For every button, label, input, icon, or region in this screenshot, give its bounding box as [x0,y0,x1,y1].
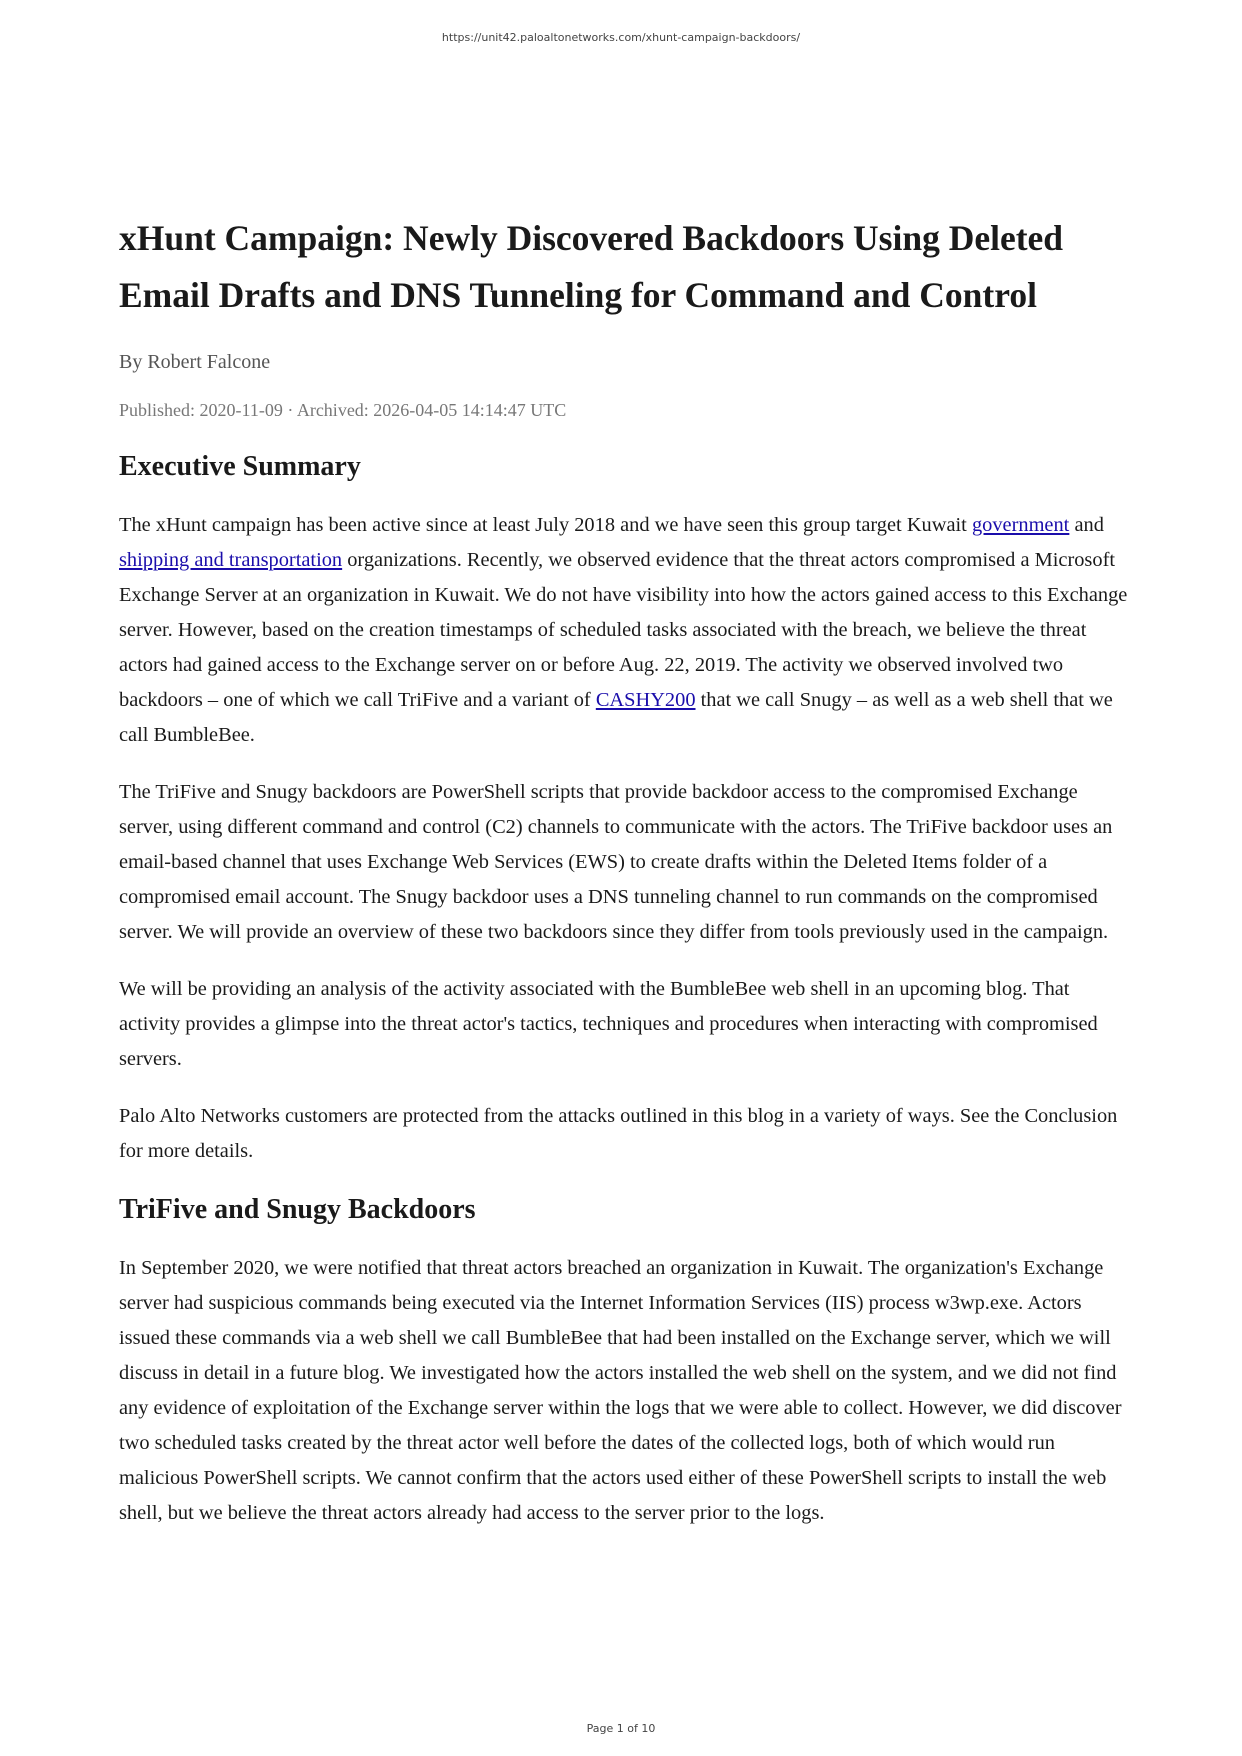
article-title: xHunt Campaign: Newly Discovered Backdoors Using Deleted Email Drafts and DNS Tunneling for Command and Control [119,218,1064,315]
section-heading: TriFive and Snugy Backdoors [119,1194,476,1225]
publish-meta: Published: 2020-11-09 · Archived: 2026-04-05 14:14:47 UTC [119,400,567,420]
article [119,210,1131,1531]
cashy200-link[interactable]: CASHY200 [595,689,696,711]
page-number: Page 1 of 10 [586,1722,656,1735]
paragraph-text: that we call Snugy – as well as a web shell that we call BumbleBee. [119,689,1113,746]
section-executive-summary [119,449,1131,1169]
paragraph: Palo Alto Networks customers are protected from the attacks outlined in this blog in a variety of ways. See the Conclusion for more details. [119,1105,1118,1162]
paragraph-text: and [1069,514,1104,536]
shipping-transportation-link[interactable]: shipping and transportation [119,549,343,571]
paragraph [119,508,1131,753]
byline: By Robert Falcone [119,351,271,373]
paragraph: The TriFive and Snugy backdoors are PowerShell scripts that provide backdoor access to the compromised Exchange server, using different command and control (C2) channels to communicate with the actors. The TriFive backdoor uses an email-based channel that uses Exchange Web Services (EWS) to create drafts within the Deleted Items folder of a compromised email account. The Snugy backdoor uses a DNS tunneling channel to run commands on the compromised server. We will provide an overview of these two backdoors since they differ from tools previously used in the campaign. [119,781,1113,943]
paragraph-text: The xHunt campaign has been active since at least July 2018 and we have seen this group target Kuwait [119,514,972,536]
paragraph: In September 2020, we were notified that threat actors breached an organization in Kuwait. The organization's Exchange server had suspicious commands being executed via the Internet Information Services (IIS) process w3wp.exe. Actors issued these commands via a web shell we call BumbleBee that had been installed on the Exchange server, which we will discuss in detail in a future blog. We investigated how the actors installed the web shell on the system, and we did not find any evidence of exploitation of the Exchange server within the logs that we were able to collect. However, we did discover two scheduled tasks created by the threat actor well before the dates of the collected logs, both of which would run malicious PowerShell scripts. We cannot confirm that the actors used either of these PowerShell scripts to install the web shell, but we believe the threat actors already had access to the server prior to the logs. [119,1257,1122,1524]
government-link[interactable]: government [971,514,1070,536]
paragraph-text: organizations. Recently, we observed evidence that the threat actors compromised a Microsoft Exchange Server at an organization in Kuwait. We do not have visibility into how the actors gained access to this Exchange server. However, based on the creation timestamps of scheduled tasks associated with the breach, we believe the threat actors had gained access to the Exchange server on or before Aug. 22, 2019. The activity we observed involved two backdoors – one of which we call TriFive and a variant of [119,549,1128,711]
page-url: https://unit42.paloaltonetworks.com/xhunt-campaign-backdoors/ [441,31,801,44]
section-trifive-snugy [119,1192,1131,1531]
section-heading: Executive Summary [119,451,361,482]
paragraph: We will be providing an analysis of the activity associated with the BumbleBee web shell in an upcoming blog. That activity provides a glimpse into the threat actor's tactics, techniques and procedures when interacting with compromised servers. [119,978,1098,1070]
